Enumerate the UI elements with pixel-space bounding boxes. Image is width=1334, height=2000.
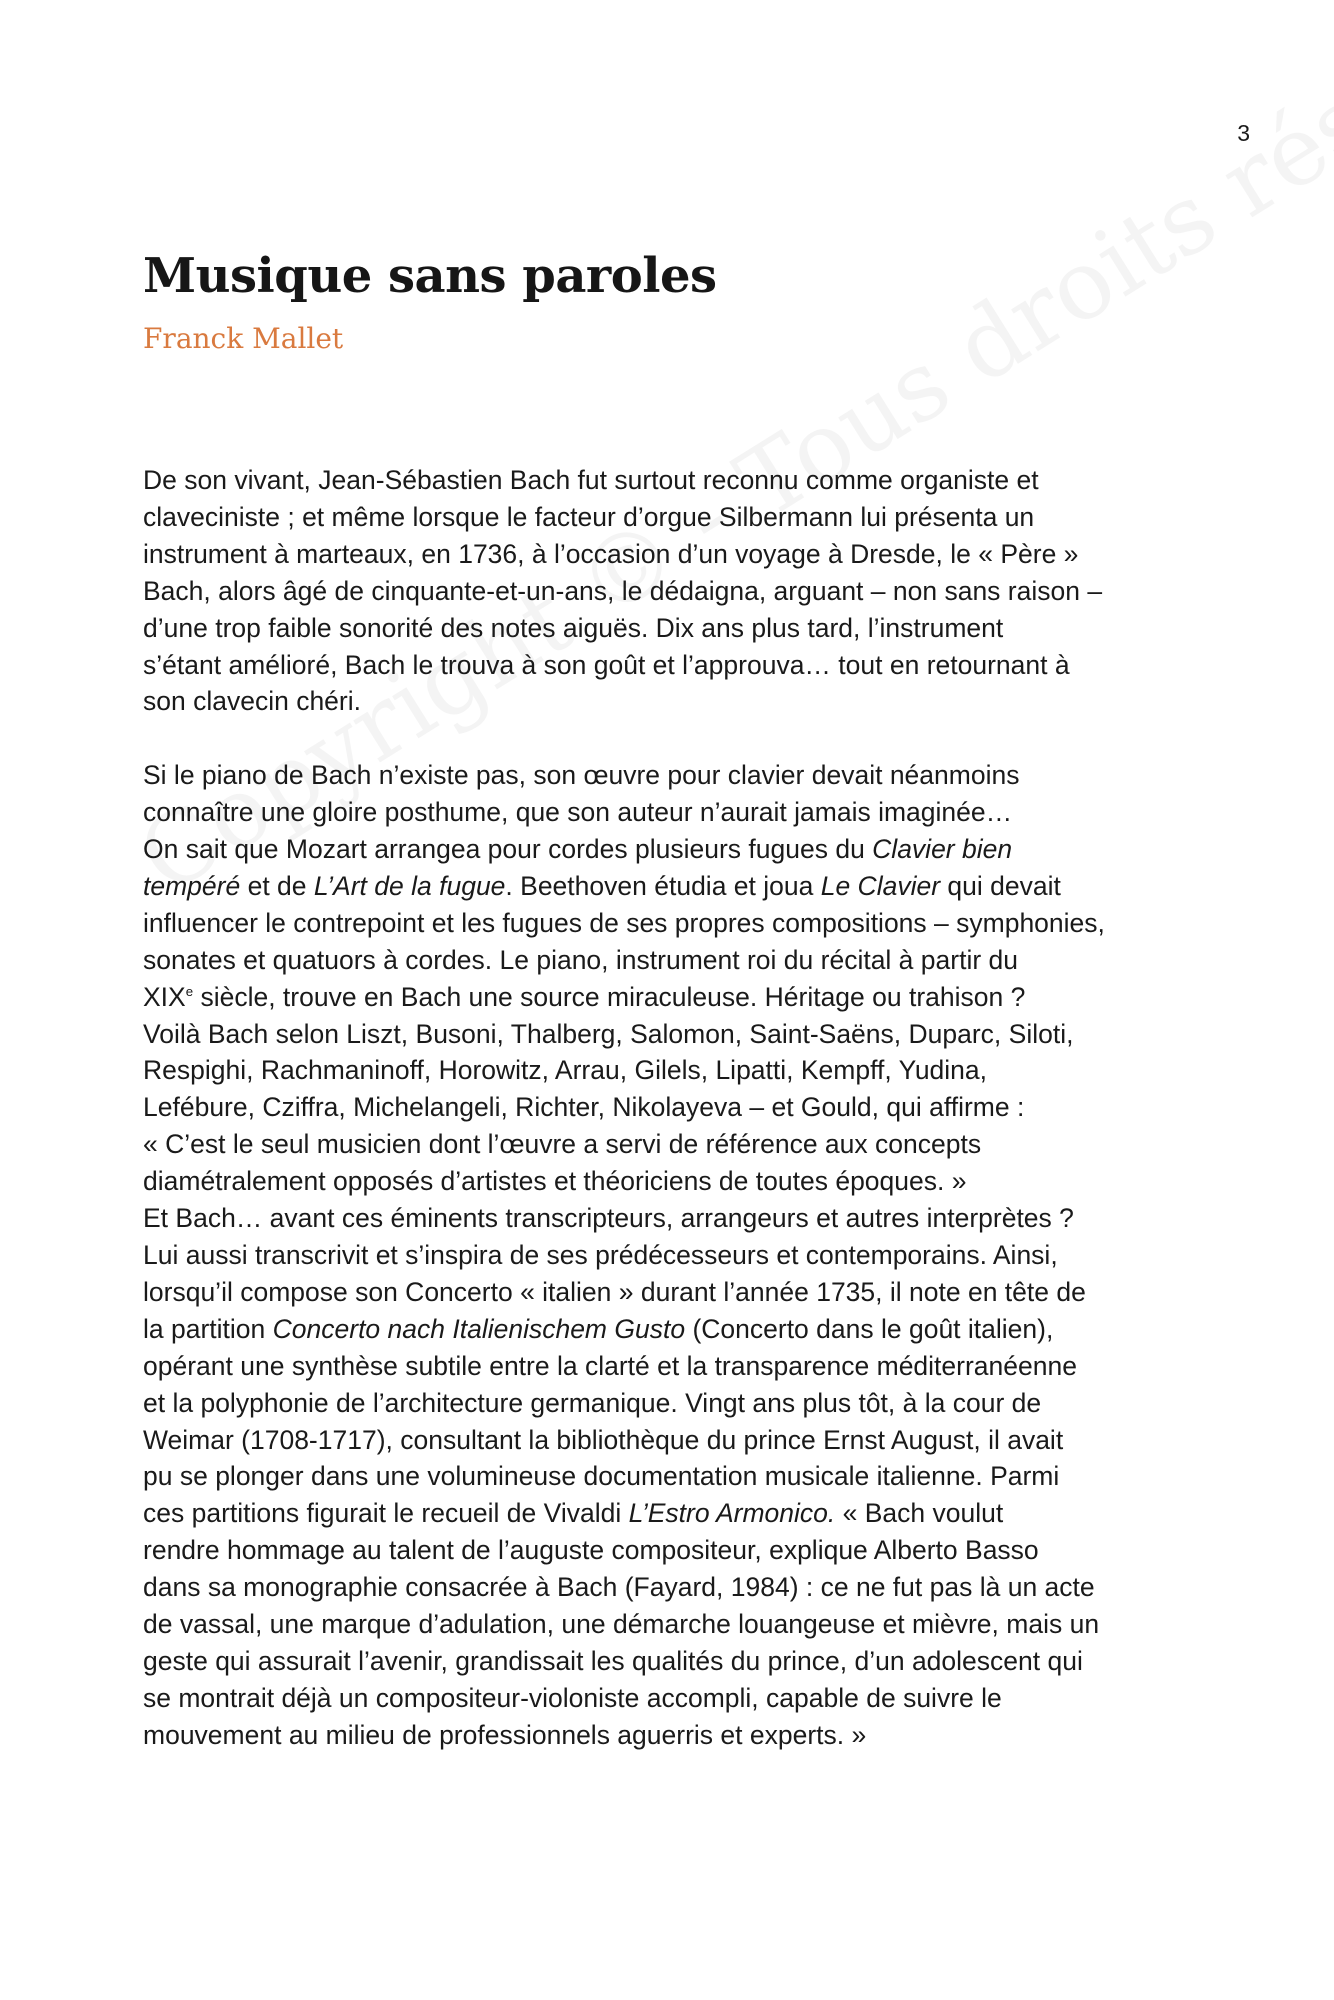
italic-title: Concerto nach Italienischem Gusto [272,1313,686,1344]
text-line: d’une trop faible sonorité des notes aiguës. Dix ans plus tard, l’instrument [143,612,1004,643]
text-line: rendre hommage au talent de l’auguste compositeur, explique Alberto Basso [143,1535,1039,1566]
text-line: Voilà Bach selon Liszt, Busoni, Thalberg, Salomon, Saint-Saëns, Duparc, Siloti, [143,1018,1074,1049]
text-line: « C’est le seul musicien dont l’œuvre a servi de référence aux concepts [143,1129,982,1160]
italic-title: L’Estro Armonico. [628,1498,836,1529]
italic-title: Le Clavier [820,870,941,901]
page-number: 3 [1237,120,1250,146]
italic-title: Clavier bien [872,834,1013,865]
text-line: Bach, alors âgé de cinquante-et-un-ans, le dédaigna, arguant – non sans raison – [143,575,1103,606]
text-line: connaître une gloire posthume, que son auteur n’aurait jamais imaginée… [143,797,1013,828]
text-line: son clavecin chéri. [143,686,361,717]
text-line: Et Bach… avant ces éminents transcripteurs, arrangeurs et autres interprètes ? [143,1203,1074,1234]
text-line: Weimar (1708-1717), consultant la bibliothèque du prince Ernst August, il avait [143,1424,1064,1455]
text-line: la partition Concerto nach Italienischem Gusto (Concerto dans le goût italien), [143,1313,1054,1344]
text-line: geste qui assurait l’avenir, grandissait les qualités du prince, d’un adolescent qui [143,1645,1083,1676]
article-title: Musique sans paroles [143,248,717,304]
text-line: Lefébure, Cziffra, Michelangeli, Richter, Nikolayeva – et Gould, qui affirme : [143,1092,1025,1123]
text-line: se montrait déjà un compositeur-violoniste accompli, capable de suivre le [143,1682,1002,1713]
article-author: Franck Mallet [143,322,344,355]
text-line: mouvement au milieu de professionnels aguerris et experts. » [143,1719,867,1750]
text-line: De son vivant, Jean-Sébastien Bach fut surtout reconnu comme organiste et [143,465,1039,495]
body-paragraph [143,462,1223,720]
text-line: instrument à marteaux, en 1736, à l’occasion d’un voyage à Dresde, le « Père » [143,538,1079,569]
text-line: dans sa monographie consacrée à Bach (Fayard, 1984) : ce ne fut pas là un acte [143,1572,1095,1603]
italic-title: tempéré [143,870,241,901]
text-line: tempéré et de L’Art de la fugue. Beethoven étudia et joua Le Clavier qui devait [143,870,1061,901]
text-line: et la polyphonie de l’architecture germanique. Vingt ans plus tôt, à la cour de [143,1387,1042,1418]
text-line: sonates et quatuors à cordes. Le piano, instrument roi du récital à partir du [143,944,1018,975]
text-line: Respighi, Rachmaninoff, Horowitz, Arrau, Gilels, Lipatti, Kempff, Yudina, [143,1055,988,1086]
text-line: pu se plonger dans une volumineuse documentation musicale italienne. Parmi [143,1461,1060,1492]
text-line: diamétralement opposés d’artistes et théoriciens de toutes époques. » [143,1166,967,1197]
italic-title: L’Art de la fugue [313,870,506,901]
text-line: On sait que Mozart arrangea pour cordes plusieurs fugues du Clavier bien [143,834,1013,865]
text-line: s’étant amélioré, Bach le trouva à son goût et l’approuva… tout en retournant à [143,649,1070,680]
text-line: XIXe siècle, trouve en Bach une source miraculeuse. Héritage ou trahison ? [143,981,1026,1012]
text-line: ces partitions figurait le recueil de Vivaldi L’Estro Armonico. « Bach voulut [143,1498,1004,1529]
text-line: claveciniste ; et même lorsque le facteur d’orgue Silbermann lui présenta un [143,501,1035,532]
text-line: Lui aussi transcrivit et s’inspira de ses prédécesseurs et contemporains. Ainsi, [143,1240,1058,1271]
text-line: lorsqu’il compose son Concerto « italien » durant l’année 1735, il note en tête de [143,1276,1086,1307]
text-line: Si le piano de Bach n’existe pas, son œuvre pour clavier devait néanmoins [143,760,1020,791]
superscript: e [185,983,194,999]
text-line: influencer le contrepoint et les fugues de ses propres compositions – symphonies, [143,907,1105,938]
article-body [143,462,1223,1754]
body-paragraph [143,757,1223,1753]
text-line: opérant une synthèse subtile entre la clarté et la transparence méditerranéenne [143,1350,1077,1381]
text-line: de vassal, une marque d’adulation, une démarche louangeuse et mièvre, mais un [143,1609,1100,1640]
